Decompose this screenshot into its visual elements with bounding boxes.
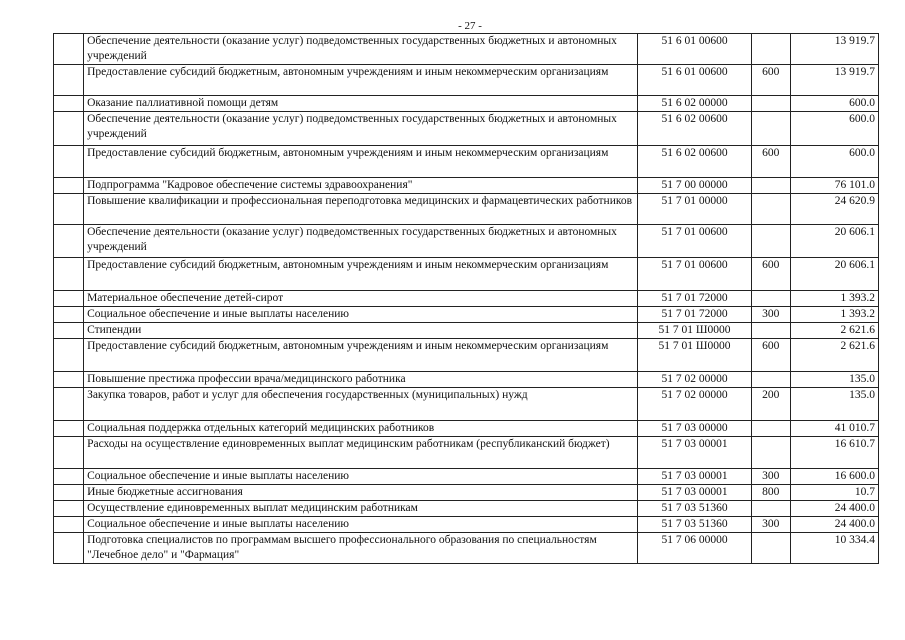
amount: 24 400.0 (790, 517, 878, 533)
budget-code: 51 7 00 00000 (638, 178, 751, 194)
item-name: Предоставление субсидий бюджетным, автономным учреждениям и иным некоммерческим организациям (84, 65, 638, 96)
row-marker-cell (54, 258, 84, 291)
row-marker-cell (54, 194, 84, 225)
amount: 41 010.7 (790, 421, 878, 437)
table-row (54, 112, 879, 146)
item-name: Повышение престижа профессии врача/медицинского работника (84, 372, 638, 388)
budget-code: 51 7 01 Ш0000 (638, 323, 751, 339)
amount: 135.0 (790, 388, 878, 421)
budget-code: 51 7 03 00001 (638, 437, 751, 469)
expense-type: 300 (751, 307, 790, 323)
expense-type: 300 (751, 517, 790, 533)
table-row (54, 421, 879, 437)
budget-code: 51 7 01 00000 (638, 194, 751, 225)
amount: 24 620.9 (790, 194, 878, 225)
item-name: Социальное обеспечение и иные выплаты населению (84, 307, 638, 323)
budget-code: 51 7 03 51360 (638, 501, 751, 517)
amount: 20 606.1 (790, 258, 878, 291)
item-name: Подпрограмма "Кадровое обеспечение системы здравоохранения" (84, 178, 638, 194)
expense-type (751, 437, 790, 469)
row-marker-cell (54, 421, 84, 437)
budget-code: 51 6 02 00000 (638, 96, 751, 112)
expense-type (751, 372, 790, 388)
row-marker-cell (54, 469, 84, 485)
budget-code: 51 6 02 00600 (638, 146, 751, 178)
item-name: Расходы на осуществление единовременных выплат медицинским работникам (республиканский бюджет) (84, 437, 638, 469)
budget-table (53, 33, 879, 564)
item-name: Обеспечение деятельности (оказание услуг) подведомственных государственных бюджетных и автономных учреждений (84, 34, 638, 65)
table-row (54, 388, 879, 421)
expense-type (751, 501, 790, 517)
budget-code: 51 7 03 00000 (638, 421, 751, 437)
amount: 135.0 (790, 372, 878, 388)
budget-code: 51 7 01 72000 (638, 291, 751, 307)
item-name: Повышение квалификации и профессиональная переподготовка медицинских и фармацевтических работников (84, 194, 638, 225)
amount: 1 393.2 (790, 307, 878, 323)
table-row (54, 469, 879, 485)
expense-type: 800 (751, 485, 790, 501)
item-name: Иные бюджетные ассигнования (84, 485, 638, 501)
row-marker-cell (54, 96, 84, 112)
item-name: Обеспечение деятельности (оказание услуг) подведомственных государственных бюджетных и автономных учреждений (84, 112, 638, 146)
table-row (54, 225, 879, 258)
row-marker-cell (54, 388, 84, 421)
table-row (54, 339, 879, 372)
budget-code: 51 6 02 00600 (638, 112, 751, 146)
expense-type: 300 (751, 469, 790, 485)
item-name: Предоставление субсидий бюджетным, автономным учреждениям и иным некоммерческим организациям (84, 339, 638, 372)
table-row (54, 517, 879, 533)
expense-type (751, 112, 790, 146)
expense-type: 600 (751, 339, 790, 372)
budget-code: 51 7 03 00001 (638, 469, 751, 485)
expense-type (751, 225, 790, 258)
amount: 13 919.7 (790, 65, 878, 96)
expense-type: 200 (751, 388, 790, 421)
budget-code: 51 7 01 00600 (638, 225, 751, 258)
item-name: Подготовка специалистов по программам высшего профессионального образования по специальностям "Лечебное дело" и "Фармация" (84, 533, 638, 564)
expense-type (751, 421, 790, 437)
item-name: Социальное обеспечение и иные выплаты населению (84, 517, 638, 533)
table-row (54, 372, 879, 388)
budget-code: 51 7 01 00600 (638, 258, 751, 291)
table-row (54, 291, 879, 307)
amount: 600.0 (790, 112, 878, 146)
item-name: Предоставление субсидий бюджетным, автономным учреждениям и иным некоммерческим организациям (84, 258, 638, 291)
item-name: Осуществление единовременных выплат медицинским работникам (84, 501, 638, 517)
item-name: Обеспечение деятельности (оказание услуг) подведомственных государственных бюджетных и автономных учреждений (84, 225, 638, 258)
amount: 13 919.7 (790, 34, 878, 65)
row-marker-cell (54, 517, 84, 533)
budget-code: 51 7 02 00000 (638, 388, 751, 421)
expense-type (751, 34, 790, 65)
budget-code: 51 7 03 51360 (638, 517, 751, 533)
row-marker-cell (54, 65, 84, 96)
amount: 10 334.4 (790, 533, 878, 564)
table-row (54, 258, 879, 291)
item-name: Предоставление субсидий бюджетным, автономным учреждениям и иным некоммерческим организациям (84, 146, 638, 178)
expense-type: 600 (751, 258, 790, 291)
amount: 16 610.7 (790, 437, 878, 469)
table-row (54, 178, 879, 194)
table-row (54, 501, 879, 517)
amount: 20 606.1 (790, 225, 878, 258)
row-marker-cell (54, 533, 84, 564)
amount: 2 621.6 (790, 339, 878, 372)
amount: 24 400.0 (790, 501, 878, 517)
table-row (54, 65, 879, 96)
table-row (54, 146, 879, 178)
row-marker-cell (54, 146, 84, 178)
budget-code: 51 7 01 Ш0000 (638, 339, 751, 372)
page-number: - 27 - (458, 20, 482, 32)
amount: 600.0 (790, 96, 878, 112)
row-marker-cell (54, 291, 84, 307)
amount: 10.7 (790, 485, 878, 501)
item-name: Стипендии (84, 323, 638, 339)
item-name: Материальное обеспечение детей-сирот (84, 291, 638, 307)
budget-code: 51 6 01 00600 (638, 34, 751, 65)
row-marker-cell (54, 225, 84, 258)
row-marker-cell (54, 339, 84, 372)
row-marker-cell (54, 112, 84, 146)
item-name: Оказание паллиативной помощи детям (84, 96, 638, 112)
table-row (54, 96, 879, 112)
budget-code: 51 6 01 00600 (638, 65, 751, 96)
table-row (54, 34, 879, 65)
row-marker-cell (54, 34, 84, 65)
expense-type (751, 291, 790, 307)
table-row (54, 485, 879, 501)
row-marker-cell (54, 501, 84, 517)
amount: 1 393.2 (790, 291, 878, 307)
row-marker-cell (54, 372, 84, 388)
expense-type (751, 96, 790, 112)
expense-type (751, 178, 790, 194)
budget-code: 51 7 03 00001 (638, 485, 751, 501)
row-marker-cell (54, 307, 84, 323)
table-row (54, 533, 879, 564)
amount: 76 101.0 (790, 178, 878, 194)
expense-type (751, 533, 790, 564)
row-marker-cell (54, 437, 84, 469)
item-name: Социальное обеспечение и иные выплаты населению (84, 469, 638, 485)
expense-type: 600 (751, 65, 790, 96)
amount: 2 621.6 (790, 323, 878, 339)
table-row (54, 437, 879, 469)
table-row (54, 194, 879, 225)
row-marker-cell (54, 323, 84, 339)
table-row (54, 323, 879, 339)
budget-code: 51 7 02 00000 (638, 372, 751, 388)
expense-type (751, 194, 790, 225)
budget-code: 51 7 01 72000 (638, 307, 751, 323)
expense-type (751, 323, 790, 339)
amount: 600.0 (790, 146, 878, 178)
expense-type: 600 (751, 146, 790, 178)
table-row (54, 307, 879, 323)
item-name: Социальная поддержка отдельных категорий медицинских работников (84, 421, 638, 437)
item-name: Закупка товаров, работ и услуг для обеспечения государственных (муниципальных) нужд (84, 388, 638, 421)
budget-table-body (54, 34, 879, 564)
amount: 16 600.0 (790, 469, 878, 485)
row-marker-cell (54, 178, 84, 194)
row-marker-cell (54, 485, 84, 501)
budget-code: 51 7 06 00000 (638, 533, 751, 564)
